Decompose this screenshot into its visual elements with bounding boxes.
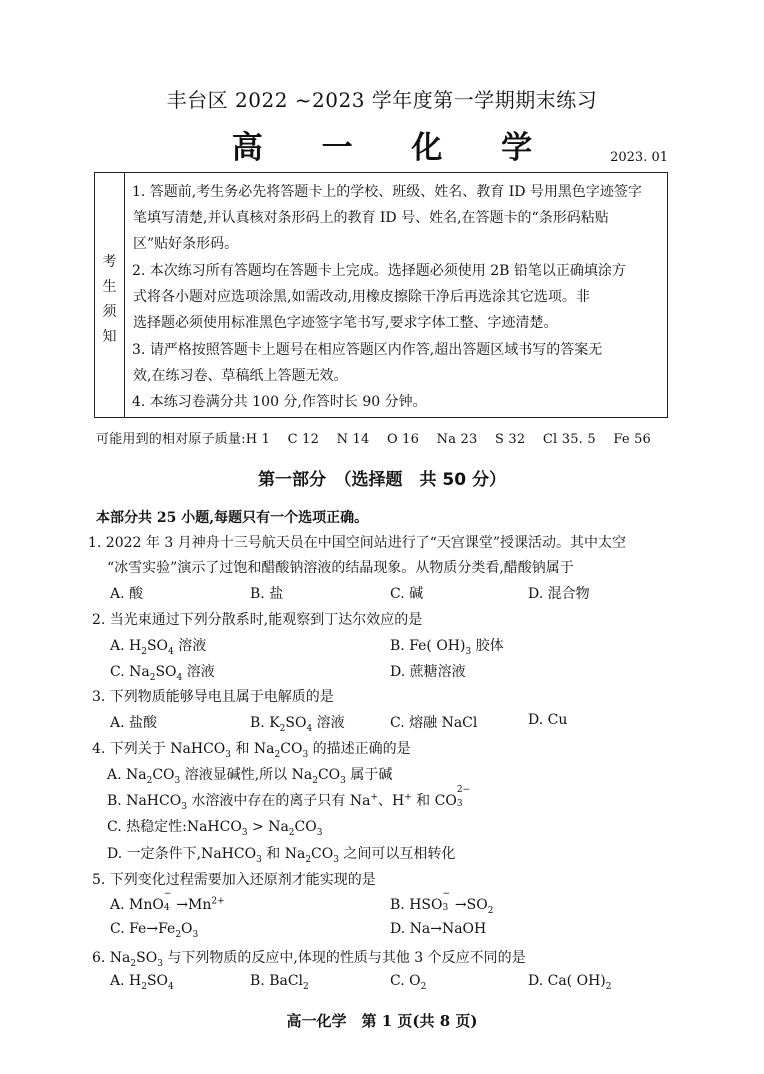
page-footer: 高一化学 第 1 页(共 8 页): [286, 1012, 478, 1030]
q1-option-b: B. 盐: [250, 586, 284, 602]
notice-label-char: 生: [102, 279, 117, 295]
q1-option-d: D. 混合物: [528, 586, 590, 602]
question-2-stem: 2. 当光束通过下列分散系时,能观察到丁达尔效应的是: [92, 612, 423, 628]
notice-line: 式将各小题对应选项涂黑,如需改动,用橡皮擦除干净后再选涂其它选项。非: [133, 289, 590, 305]
q2-option-c: C. $Na_2SO_4$ 溶液: [110, 664, 215, 683]
q4-option-a: A. $Na_2CO_3$ 溶液显碱性,所以 $Na_2CO_3$ 属于碱: [107, 767, 393, 786]
q1-option-c: C. 碱: [390, 586, 424, 602]
q5-option-b: B. HSO − 3 $\to SO_2$: [390, 889, 494, 916]
question-4-stem: 4. 下列关于 NaHCO$_3$ 和 $Na_2CO_3$ 的描述正确的是: [92, 741, 411, 760]
q1-option-a: A. 酸: [110, 586, 144, 602]
atomic-masses: 可能用到的相对原子质量:H 1 C 12 N 14 O 16 Na 23 S 32 Cl 35. 5 Fe 56: [96, 432, 652, 447]
notice-line: 笔填写清楚,并认真核对条形码上的教育 ID 号、姓名,在答题卡的“条形码粘贴: [133, 210, 609, 226]
subject-title: 高 一 化 学: [231, 130, 557, 166]
q4-option-c: C. 热稳定性:NaHCO$_3$ > $Na_2CO_3$: [107, 819, 323, 838]
q5-option-d: D. Na→NaOH: [390, 921, 487, 937]
q2-option-b: B. Fe( $OH)_3$ 胶体: [390, 638, 504, 657]
candidate-notice-box: [94, 172, 668, 418]
q4-option-d: D. 一定条件下,NaHCO$_3$ 和 $Na_2CO_3$ 之间可以互相转化: [107, 846, 456, 865]
q6-option-d: D. Ca( $OH)_2$: [528, 973, 612, 992]
notice-label-char: 知: [102, 329, 117, 345]
q3-option-c: C. 熔融 NaCl: [390, 715, 478, 731]
question-6-stem: 6. $Na_2SO_3$ 与下列物质的反应中,体现的性质与其他 3 个反应不同的是: [92, 950, 526, 969]
q6-option-a: A. $H_2SO_4$: [110, 973, 174, 992]
notice-line: 2. 本次练习所有答题均在答题卡上完成。选择题必须使用 2B 铅笔以正确填涂方: [132, 263, 626, 279]
q3-option-a: A. 盐酸: [110, 715, 158, 731]
q5-option-c: C. $Fe\to Fe_2O_3$: [110, 921, 199, 940]
notice-label-char: 考: [102, 254, 117, 270]
notice-line: 选择题必须使用标准黑色字迹签字笔书写,要求字体工整、字迹清楚。: [133, 315, 558, 331]
q3-option-b: B. $K_2SO_4$ 溶液: [250, 715, 345, 734]
notice-label: [95, 173, 125, 417]
exam-title: 丰台区 2022 ~2023 学年度第一学期期末练习: [166, 88, 598, 112]
question-5-stem: 5. 下列变化过程需要加入还原剂才能实现的是: [92, 872, 376, 888]
part1-title: 第一部分 （选择题 共 50 分）: [258, 470, 506, 490]
notice-label-char: 须: [102, 304, 117, 320]
part1-intro: 本部分共 25 小题,每题只有一个选项正确。: [96, 510, 369, 526]
question-1-stem: 1. 2022 年 3 月神舟十三号航天员在中国空间站进行了“天宫课堂”授课活动。其中太空: [88, 535, 627, 551]
q3-option-d: D. Cu: [528, 712, 568, 728]
exam-date: 2023. 01: [610, 150, 668, 165]
q5-option-a: A. MnO − 4 $\to Mn^{2+}$: [110, 889, 225, 913]
notice-line: 1. 答题前,考生务必先将答题卡上的学校、班级、姓名、教育 ID 号用黑色字迹签字: [132, 184, 642, 200]
notice-line: 4. 本练习卷满分共 100 分,作答时长 90 分钟。: [132, 394, 427, 410]
q4-option-b: B. NaHCO$_3$ 水溶液中存在的离子只有 Na+、H+ 和 CO 2− 3: [107, 785, 471, 812]
q2-option-d: D. 蔗糖溶液: [390, 664, 466, 680]
q2-option-a: A. $H_2SO_4$ 溶液: [110, 638, 207, 657]
notice-line: 3. 请严格按照答题卡上题号在相应答题区内作答,超出答题区域书写的答案无: [132, 342, 603, 358]
question-1-stem-cont: “冰雪实验”演示了过饱和醋酸钠溶液的结晶现象。从物质分类看,醋酸钠属于: [107, 560, 574, 576]
q6-option-b: B. BaCl$_2$: [250, 973, 309, 992]
q6-option-c: C. $O_2$: [390, 973, 427, 992]
question-3-stem: 3. 下列物质能够导电且属于电解质的是: [92, 689, 334, 705]
notice-line: 区”贴好条形码。: [133, 236, 239, 252]
notice-line: 效,在练习卷、草稿纸上答题无效。: [133, 368, 348, 384]
